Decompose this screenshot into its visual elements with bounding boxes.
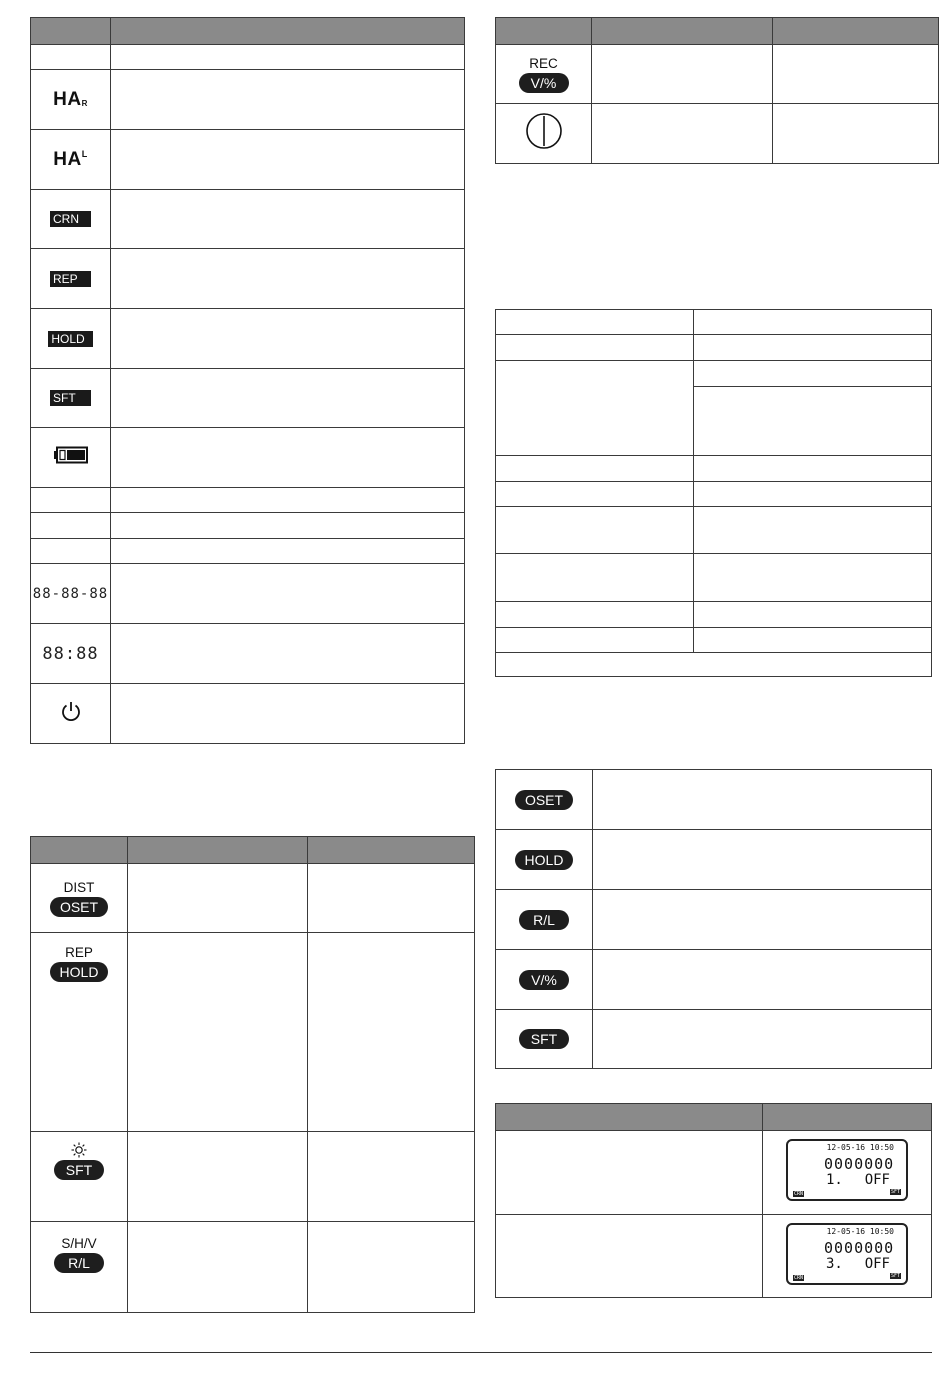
table-row [31,684,465,744]
rep-label: REP [65,945,93,960]
crn-indicator: CRN [50,211,91,227]
table-row [31,190,465,249]
header-cell [308,837,475,864]
table-row [31,1222,475,1313]
rec-label: REC [529,55,558,71]
header-cell [496,18,592,45]
table-row [31,1132,475,1222]
hold-key[interactable]: HOLD [50,962,109,982]
header-cell [128,837,308,864]
v-percent-key[interactable]: V/% [519,73,569,93]
battery-icon [53,446,89,464]
key-functions-table-continued [495,17,939,164]
oset-key[interactable]: OSET [515,790,573,810]
oset-key[interactable]: OSET [50,897,108,917]
function-keys-table [495,769,932,1069]
date-segment-display: 88-88-88 [32,585,109,602]
ha-right-icon: $HA_R$ [53,88,88,110]
header-cell [496,1104,763,1131]
header-cell [31,18,111,45]
table-row [496,1215,932,1298]
table-row [31,249,465,309]
footer-rule [30,1352,932,1353]
table-row [496,830,932,890]
table-row [31,564,465,624]
sft-key[interactable]: SFT [519,1029,569,1049]
lcd-display: 12-05-16 10:50 0000000 1. OFF CRN SFT [786,1139,908,1201]
table-row [31,428,465,488]
table-row [31,624,465,684]
header-cell [773,18,939,45]
table-row [496,770,932,830]
hold-indicator: HOLD [48,331,92,347]
ha-left-icon: $HA^L$ [53,148,88,170]
hold-key[interactable]: HOLD [515,850,574,870]
table-row [496,45,939,104]
header-cell [763,1104,932,1131]
time-segment-display: 88:88 [42,643,99,664]
rl-key[interactable]: R/L [519,910,569,930]
dist-label: DIST [63,879,95,895]
table-row [496,950,932,1010]
table-row [31,864,475,933]
table-row [31,369,465,428]
sft-indicator: SFT [50,390,91,406]
table-row [31,309,465,369]
table-row [31,70,465,130]
power-circle-icon[interactable] [525,112,563,150]
v-percent-key[interactable]: V/% [519,970,569,990]
table-row [31,933,475,1132]
table-row [31,130,465,190]
header-cell [592,18,773,45]
key-functions-table [30,836,475,1313]
header-cell [31,837,128,864]
rl-key[interactable]: R/L [54,1253,104,1273]
sft-key[interactable]: SFT [54,1160,104,1180]
specifications-table [495,309,932,677]
lcd-examples-table [495,1103,932,1298]
header-cell [111,18,465,45]
table-row [496,104,939,164]
table-row [496,890,932,950]
table-row [496,1010,932,1069]
table-row [496,1131,932,1215]
rep-indicator: REP [50,271,91,287]
power-icon [60,700,82,722]
shv-label: S/H/V [61,1236,97,1251]
sun-icon [71,1142,87,1158]
display-symbols-table [30,17,465,744]
lcd-display: 12-05-16 10:50 0000000 3. OFF CRN SFT [786,1223,908,1285]
